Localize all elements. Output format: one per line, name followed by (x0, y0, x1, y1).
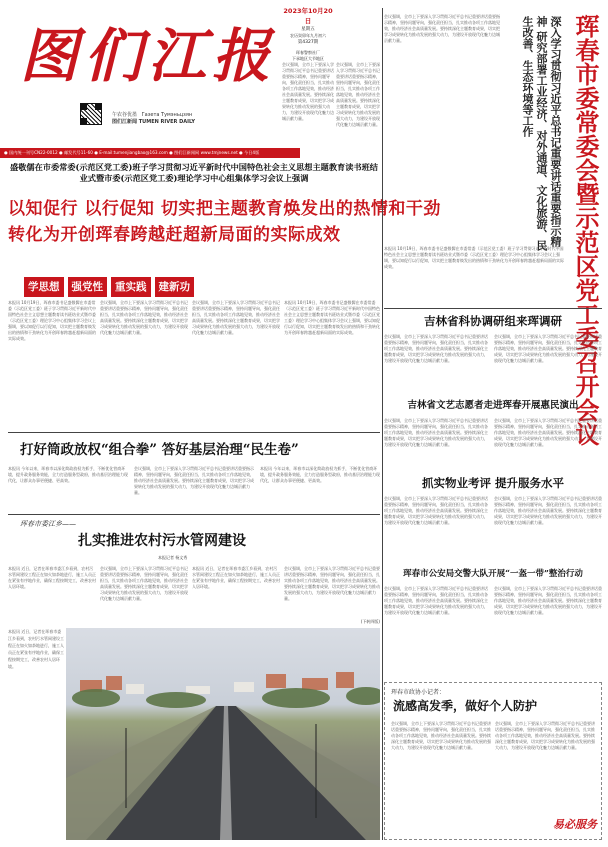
bottom-box-headline: 流感高发季，做好个人防护 (393, 699, 538, 713)
story3-col-2: 会议强调，全市上下要深入学习贯彻习近平总书记重要讲话重要指示精神，坚持问题导向，强化责任担当，扎实推动各项工作落地见效，推动经济社会高质量发展。要持续深化主题教育成果，切实把学习成果转化为推动发展的强大动力，为建设开放现代化魅力边城贡献力量。 (100, 566, 188, 601)
main-banner (8, 196, 441, 268)
divider (8, 432, 380, 433)
story2-col-3: 本报讯 今年以来，珲春市以深化简政放权为抓手，不断优化营商环境，提升政务服务效能，全力打造服务型政府，推动基层治理能力现代化，让群众办事更便捷、更高效。 (260, 466, 380, 483)
masthead-logo: 图们江报 (20, 22, 277, 90)
issue-number: 第4327期 (297, 40, 319, 45)
slogan-word: 重实践 (111, 277, 151, 297)
right-headline-subtitle: 深入学习贯彻习近平总书记重要讲话重要指示精神 研究部署工业经济、对外通道、文化旅游、民生改善、生态环境等工作 (521, 16, 562, 251)
issue-date: 2023年10月20日 (283, 7, 333, 25)
issue-sponsor: 珲春警察社厂 (296, 50, 320, 55)
story3-caption: (下转四版) (360, 619, 380, 624)
story3-byline: 本报记者 杨文秀 (158, 555, 188, 560)
issue-lunar: 农历癸卯年九月初六 (290, 33, 326, 38)
bottom-box (384, 682, 602, 840)
right-story-3-col-2: 会议强调，全市上下要深入学习贯彻习近平总书记重要讲话重要指示精神，坚持问题导向，强化责任担当，扎实推动各项工作落地见效，推动经济社会高质量发展。要持续深化主题教育成果，切实把学习成果转化为推动发展的强大动力，为建设开放现代化魅力边城贡献力量。 (494, 496, 602, 525)
masthead-brief-2: 会议强调，全市上下要深入学习贯彻习近平总书记重要讲话重要指示精神，坚持问题导向，强化责任担当，扎实推动各项工作落地见效，推动经济社会高质量发展。要持续深化主题教育成果，切实把学习成果转化为推动发展的强大动力，为建设开放现代化魅力边城贡献力量。 (336, 62, 380, 127)
story3-kicker: 珲春市委江乡—— (20, 520, 76, 528)
story2-col-2: 会议强调，全市上下要深入学习贯彻习近平总书记重要讲话重要指示精神，坚持问题导向，强化责任担当，扎实推动各项工作落地见效，推动经济社会高质量发展。要持续深化主题教育成果，切实把学习成果转化为推动发展的强大动力，为建设开放现代化魅力边城贡献力量。 (134, 466, 254, 495)
column-divider (382, 8, 383, 840)
main-banner-line-2: 转化为开创珲春跨越赶超新局面的实际成效 (8, 225, 341, 245)
masthead-brief: 会议强调，全市上下要深入学习贯彻习近平总书记重要讲话重要指示精神，坚持问题导向，强化责任担当，扎实推动各项工作落地见效，推动经济社会高质量发展。要持续深化主题教育成果，切实把学习成果转化为推动发展的强大动力，为建设开放现代化魅力边城贡献力量。 (282, 62, 334, 121)
issue-weekday: 星期五 (301, 27, 315, 32)
masthead-slogan-1: 午农谷优墨 (112, 112, 138, 118)
right-story-4-headline: 珲春市公安局交警大队开展“一盔一带”整治行动 (403, 569, 583, 579)
ad-brand: 易必服务 (553, 818, 597, 831)
photo-side-text: 本报讯 近日，记者在珲春市委江乡看到，农村污水管网建设工程正在如火如荼地进行，施工人员正在紧张有序地作业，确保工程按期完工，改善农村人居环境。 (8, 629, 64, 669)
lead-article-col-3: 会议强调，全市上下要深入学习贯彻习近平总书记重要讲话重要指示精神，坚持问题导向，强化责任担当，扎实推动各项工作落地见效，推动经济社会高质量发展。要持续深化主题教育成果，切实把学习成果转化为推动发展的强大动力，为建设开放现代化魅力边城贡献力量。 (192, 300, 280, 335)
right-lead-col-2: 本报讯 10月19日，珲春市委书记盛敬儒在市委常委（示范区党工委）班子学习贯彻习近平新时代中国特色社会主义思想主题教育读书班结业式暨市委（示范区党工委）理论学习中心组集体学习会议上强调，要以知促行以行促知，切实把主题教育焕发出的热情和干劲转化为开创珲春跨越赶超新局面的实际成效。 (384, 246, 564, 269)
story2-col-1: 本报讯 今年以来，珲春市以深化简政放权为抓手，不断优化营商环境，提升政务服务效能，全力打造服务型政府，推动基层治理能力现代化，让群众办事更便捷、更高效。 (8, 466, 128, 483)
right-story-3-headline: 抓实物业考评 提升服务水平 (421, 476, 564, 490)
lead-article-col-2: 会议强调，全市上下要深入学习贯彻习近平总书记重要讲话重要指示精神，坚持问题导向，强化责任担当，扎实推动各项工作落地见效，推动经济社会高质量发展。要持续深化主题教育成果，切实把学习成果转化为推动发展的强大动力，为建设开放现代化魅力边城贡献力量。 (100, 300, 188, 335)
story3-col-1: 本报讯 近日，记者在珲春市委江乡看到，农村污水管网建设工程正在如火如荼地进行，施工人员正在紧张有序地作业，确保工程按期完工，改善农村人居环境。 (8, 566, 96, 589)
story3-headline: 扎实推进农村污水管网建设 (78, 533, 246, 549)
issue-sponsor-2: 下承地区大节地区 (292, 56, 324, 61)
right-story-3-col-1: 会议强调，全市上下要深入学习贯彻习近平总书记重要讲话重要指示精神，坚持问题导向，强化责任担当，扎实推动各项工作落地见效，推动经济社会高质量发展。要持续深化主题教育成果，切实把学习成果转化为推动发展的强大动力，为建设开放现代化魅力边城贡献力量。 (384, 496, 488, 525)
story3-col-3: 本报讯 近日，记者在珲春市委江乡看到，农村污水管网建设工程正在如火如荼地进行，施工人员正在紧张有序地作业，确保工程按期完工，改善农村人居环境。 (192, 566, 280, 589)
masthead-slogan-3: 图们江新闻 TUMEN RIVER DAILY (112, 119, 196, 125)
qr-code-icon (80, 103, 102, 125)
right-story-2-col-2: 会议强调，全市上下要深入学习贯彻习近平总书记重要讲话重要指示精神，坚持问题导向，强化责任担当，扎实推动各项工作落地见效，推动经济社会高质量发展。要持续深化主题教育成果，切实把学习成果转化为推动发展的强大动力，为建设开放现代化魅力边城贡献力量。 (494, 418, 602, 447)
masthead-slogan-2: Газета Тумэньцзян (141, 112, 193, 118)
divider (8, 514, 380, 515)
sub-headline: 盛敬儒在市委常委(示范区党工委)班子学习贯彻习近平新时代中国特色社会主义思想主题教育读书班结业式暨市委(示范区党工委)理论学习中心组集体学习会议上强调 (10, 162, 378, 183)
story2-headline: 打好筒政放权“组合拳” 答好基层治理“民生卷” (20, 442, 299, 458)
slogan-word: 建新功 (155, 277, 195, 297)
story3-col-4: 会议强调，全市上下要深入学习贯彻习近平总书记重要讲话重要指示精神，坚持问题导向，强化责任担当，扎实推动各项工作落地见效，推动经济社会高质量发展。要持续深化主题教育成果，切实把学习成果转化为推动发展的强大动力，为建设开放现代化魅力边城贡献力量。 (284, 566, 380, 601)
right-story-4-col-2: 会议强调，全市上下要深入学习贯彻习近平总书记重要讲话重要指示精神，坚持问题导向，强化责任担当，扎实推动各项工作落地见效，推动经济社会高质量发展。要持续深化主题教育成果，切实把学习成果转化为推动发展的强大动力，为建设开放现代化魅力边城贡献力量。 (494, 586, 602, 615)
slogan-row (24, 275, 244, 297)
date-box (282, 6, 334, 62)
road-photo (66, 628, 380, 840)
right-story-2-col-1: 会议强调，全市上下要深入学习贯彻习近平总书记重要讲话重要指示精神，坚持问题导向，强化责任担当，扎实推动各项工作落地见效，推动经济社会高质量发展。要持续深化主题教育成果，切实把学习成果转化为推动发展的强大动力，为建设开放现代化魅力边城贡献力量。 (384, 418, 488, 447)
right-story-4-col-1: 会议强调，全市上下要深入学习贯彻习近平总书记重要讲话重要指示精神，坚持问题导向，强化责任担当，扎实推动各项工作落地见效，推动经济社会高质量发展。要持续深化主题教育成果，切实把学习成果转化为推动发展的强大动力，为建设开放现代化魅力边城贡献力量。 (384, 586, 488, 615)
bottom-box-col-2: 会议强调，全市上下要深入学习贯彻习近平总书记重要讲话重要指示精神，坚持问题导向，强化责任担当，扎实推动各项工作落地见效，推动经济社会高质量发展。要持续深化主题教育成果，切实把学习成果转化为推动发展的强大动力，为建设开放现代化魅力边城贡献力量。 (495, 721, 595, 750)
slogan-word: 强党性 (68, 277, 108, 297)
road-photo-art (66, 628, 380, 840)
right-headline-title: 珲春市委常委会暨示范区党工委召开会议 (571, 14, 600, 446)
slogan-word: 学思想 (24, 277, 64, 297)
bottom-box-col-1: 会议强调，全市上下要深入学习贯彻习近平总书记重要讲话重要指示精神，坚持问题导向，强化责任担当，扎实推动各项工作落地见效，推动经济社会高质量发展。要持续深化主题教育成果，切实把学习成果转化为推动发展的强大动力，为建设开放现代化魅力边城贡献力量。 (391, 721, 491, 750)
divider (384, 308, 602, 309)
right-story-1-col-1: 会议强调，全市上下要深入学习贯彻习近平总书记重要讲话重要指示精神，坚持问题导向，强化责任担当，扎实推动各项工作落地见效，推动经济社会高质量发展。要持续深化主题教育成果，切实把学习成果转化为推动发展的强大动力，为建设开放现代化魅力边城贡献力量。 (384, 334, 488, 363)
right-story-2-headline: 吉林省文艺志愿者走进珲春开展惠民演出 (407, 400, 579, 411)
right-story-1-col-2: 会议强调，全市上下要深入学习贯彻习近平总书记重要讲话重要指示精神，坚持问题导向，强化责任担当，扎实推动各项工作落地见效，推动经济社会高质量发展。要持续深化主题教育成果，切实把学习成果转化为推动发展的强大动力，为建设开放现代化魅力边城贡献力量。 (494, 334, 602, 363)
lead-article-col-4: 本报讯 10月19日，珲春市委书记盛敬儒在市委常委（示范区党工委）班子学习贯彻习近平新时代中国特色社会主义思想主题教育读书班结业式暨市委（示范区党工委）理论学习中心组集体学习会议上强调，要以知促行以行促知，切实把主题教育焕发出的热情和干劲转化为开创珲春跨越赶超新局面的实际成效。 (284, 300, 380, 335)
right-lead-col-1: 会议强调，全市上下要深入学习贯彻习近平总书记重要讲话重要指示精神，坚持问题导向，强化责任担当，扎实推动各项工作落地见效，推动经济社会高质量发展。要持续深化主题教育成果，切实把学习成果转化为推动发展的强大动力，为建设开放现代化魅力边城贡献力量。 (384, 14, 500, 43)
infobar: ● 国内统一刊号CN22-0012 ● 邮发代号11-60 ● E-mail:tumenjiangbao@163.com ● 图们江新闻网 www.tmjnews.net ● 今日4版 (0, 148, 300, 158)
masthead-slogans (112, 112, 272, 142)
lead-article-col-1: 本报讯 10月19日，珲春市委书记盛敬儒在市委常委（示范区党工委）班子学习贯彻习近平新时代中国特色社会主义思想主题教育读书班结业式暨市委（示范区党工委）理论学习中心组集体学习会议上强调，要以知促行以行促知，切实把主题教育焕发出的热情和干劲转化为开创珲春跨越赶超新局面的实际成效。 (8, 300, 96, 341)
main-banner-line-1: 以知促行 以行促知 切实把主题教育焕发出的热情和干劲 (8, 199, 441, 219)
right-story-1-headline: 吉林省科协调研组来珲调研 (424, 314, 562, 328)
bottom-box-kicker: 珲春市政协小记者： (391, 689, 446, 696)
